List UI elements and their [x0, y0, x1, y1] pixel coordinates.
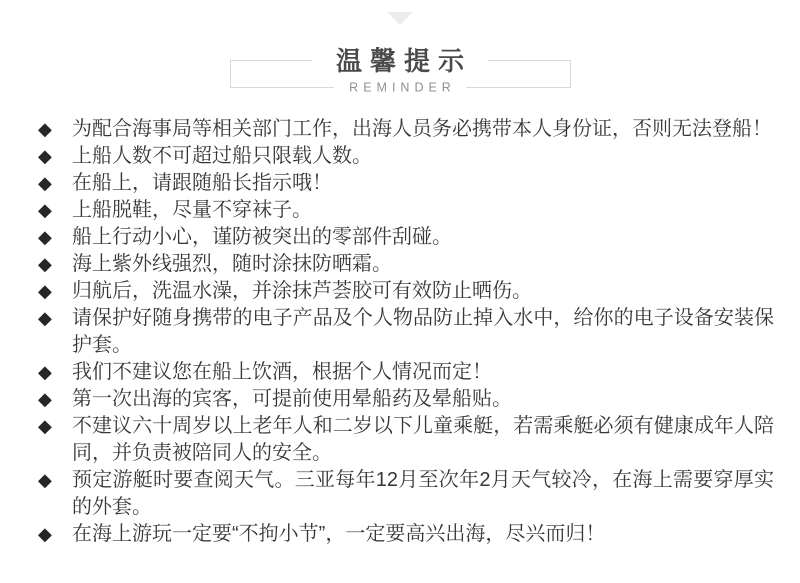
list-item — [38, 305, 774, 359]
page-subtitle: REMINDER — [334, 81, 466, 94]
list-item — [38, 359, 774, 386]
diamond-bullet-icon: ◆ — [38, 362, 52, 382]
list-item — [38, 170, 774, 197]
notice-text: 为配合海事局等相关部门工作，出海人员务必携带本人身份证，否则无法登船！ — [72, 118, 772, 140]
diamond-bullet-icon: ◆ — [38, 389, 52, 409]
diamond-bullet-icon: ◆ — [38, 524, 52, 544]
notice-text: 在海上游玩一定要“不拘小节”，一定要高兴出海，尽兴而归！ — [72, 523, 606, 545]
notice-text: 归航后，洗温水澡，并涂抹芦荟胶可有效防止晒伤。 — [72, 280, 532, 302]
diamond-bullet-icon: ◆ — [38, 308, 52, 328]
notice-text: 在船上，请跟随船长指示哦！ — [72, 172, 332, 194]
diamond-bullet-icon: ◆ — [38, 470, 52, 490]
notice-list — [38, 116, 774, 548]
list-item — [38, 413, 774, 467]
list-item — [38, 521, 774, 548]
page-title: 温馨提示 — [312, 48, 488, 74]
notice-text: 我们不建议您在船上饮酒，根据个人情况而定！ — [72, 361, 492, 383]
notice-text: 海上紫外线强烈，随时涂抹防晒霜。 — [72, 253, 392, 275]
list-item — [38, 143, 774, 170]
list-item — [38, 251, 774, 278]
notice-text: 船上行动小心，谨防被突出的零部件刮碰。 — [72, 226, 452, 248]
list-item — [38, 197, 774, 224]
diamond-bullet-icon: ◆ — [38, 254, 52, 274]
diamond-bullet-icon: ◆ — [38, 416, 52, 436]
list-item — [38, 116, 774, 143]
diamond-bullet-icon: ◆ — [38, 200, 52, 220]
list-item — [38, 467, 774, 521]
list-item — [38, 278, 774, 305]
list-item — [38, 224, 774, 251]
header-box — [230, 46, 571, 94]
diamond-bullet-icon: ◆ — [38, 227, 52, 247]
notice-text: 上船人数不可超过船只限载人数。 — [72, 145, 372, 167]
list-item — [38, 386, 774, 413]
notice-text: 上船脱鞋，尽量不穿袜子。 — [72, 199, 312, 221]
notice-text: 第一次出海的宾客，可提前使用晕船药及晕船贴。 — [72, 388, 512, 410]
diamond-bullet-icon: ◆ — [38, 146, 52, 166]
diamond-bullet-icon: ◆ — [38, 281, 52, 301]
notice-text: 请保护好随身携带的电子产品及个人物品防止掉入水中，给你的电子设备安装保护套。 — [72, 307, 774, 356]
notice-text: 不建议六十周岁以上老年人和二岁以下儿童乘艇，若需乘艇必须有健康成年人陪同，并负责被陪同人的安全。 — [72, 415, 774, 464]
diamond-bullet-icon: ◆ — [38, 173, 52, 193]
notice-text: 预定游艇时要查阅天气。三亚每年12月至次年2月天气较冷，在海上需要穿厚实的外套。 — [72, 469, 774, 518]
diamond-bullet-icon: ◆ — [38, 119, 52, 139]
chevron-down-icon — [387, 12, 413, 25]
